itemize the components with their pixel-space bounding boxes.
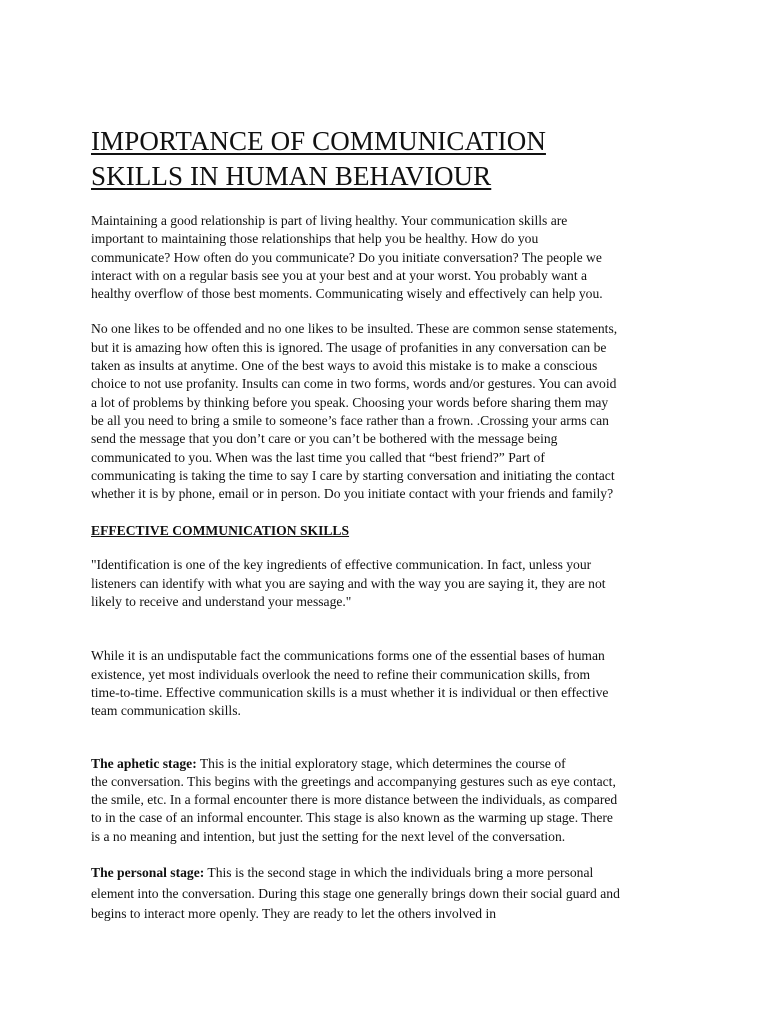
text-line: taken as insults at anytime. One of the best ways to avoid this mistake is to make a conscious [91,358,598,374]
aphetic-stage-label: The aphetic stage: [91,755,197,771]
paragraph-personal-stage [91,863,683,925]
title-line-1: IMPORTANCE OF COMMUNICATION [91,126,546,156]
text-line: begins to interact more openly. They are ready to let the others involved in [91,906,497,922]
text-line: the smile, etc. In a formal encounter there is more distance between the individuals, as compared [91,792,618,808]
text-line: send the message that you don’t care or you can’t be bothered with the message being [91,431,558,447]
text-line: likely to receive and understand your message." [91,594,352,610]
text-line: Maintaining a good relationship is part of living healthy. Your communication skills are [91,213,568,228]
text-line: healthy overflow of those best moments. Communicating wisely and effectively can help you. [91,286,603,302]
text-line: time-to-time. Effective communication skills is a must whether it is individual or then effective [91,684,609,700]
text-line: listeners can identify with what you are saying and with the way you are saying it, they are not [91,575,606,591]
paragraph-insults [91,320,683,503]
aphetic-stage-text: This is the initial exploratory stage, which determines the course of [196,755,566,771]
paragraph-relationships [91,212,683,303]
text-line: No one likes to be offended and no one likes to be insulted. These are common sense statements, [91,321,618,337]
text-line: communicating is taking the time to say I care by starting conversation and initiating the contact [91,467,615,483]
title-line-2: SKILLS IN HUMAN BEHAVIOUR [91,161,492,191]
text-line: element into the conversation. During this stage one generally brings down their social guard and [91,885,620,901]
text-line: communicated to you. When was the last time you called that “best friend?” Part of [91,449,545,465]
document-title [91,124,683,194]
text-line: existence, yet most individuals overlook the need to refine their communication skills, from [91,666,591,682]
section-heading: EFFECTIVE COMMUNICATION SKILLS [91,523,350,539]
text-line: but it is amazing how often this is ignored. The usage of profanities in any conversation can be [91,339,607,355]
paragraph-quote [91,556,683,611]
text-line: to in the case of an informal encounter. This stage is also known as the warming up stage. There [91,810,613,826]
text-line: choice to not use profanity. Insults can come in two forms, words and/or gestures. You can avoid [91,376,617,392]
personal-stage-label: The personal stage: [91,865,205,881]
text-line: whether it is by phone, email or in person. Do you initiate contact with your friends and family? [91,486,614,502]
text-line: While it is an undisputable fact the communications forms one of the essential bases of human [91,648,605,664]
text-line: a lot of problems by thinking before you speak. Choosing your words before sharing them may [91,394,609,410]
paragraph-essential-bases [91,647,683,720]
text-line: communicate? How often do you communicate? Do you initiate conversation? The people we [91,249,602,265]
personal-stage-text: This is the second stage in which the individuals bring a more personal [204,865,594,881]
text-line: "Identification is one of the key ingredients of effective communication. In fact, unless your [91,557,592,573]
text-line: the conversation. This begins with the greetings and accompanying gestures such as eye contact, [91,773,616,789]
text-line: team communication skills. [91,703,241,719]
text-line: interact with on a regular basis see you at your best and at your worst. You probably want a [91,267,588,283]
text-line [91,755,683,773]
document-content [91,124,683,925]
text-line [91,863,683,884]
text-line: is a no meaning and intention, but just the setting for the next level of the conversation. [91,828,566,844]
text-line: important to maintaining those relationships that help you be healthy. How do you [91,231,539,247]
text-line: be all you need to bring a smile to someone’s face rather than a frown. .Crossing your arms can [91,412,609,428]
paragraph-aphetic-stage [91,755,683,846]
